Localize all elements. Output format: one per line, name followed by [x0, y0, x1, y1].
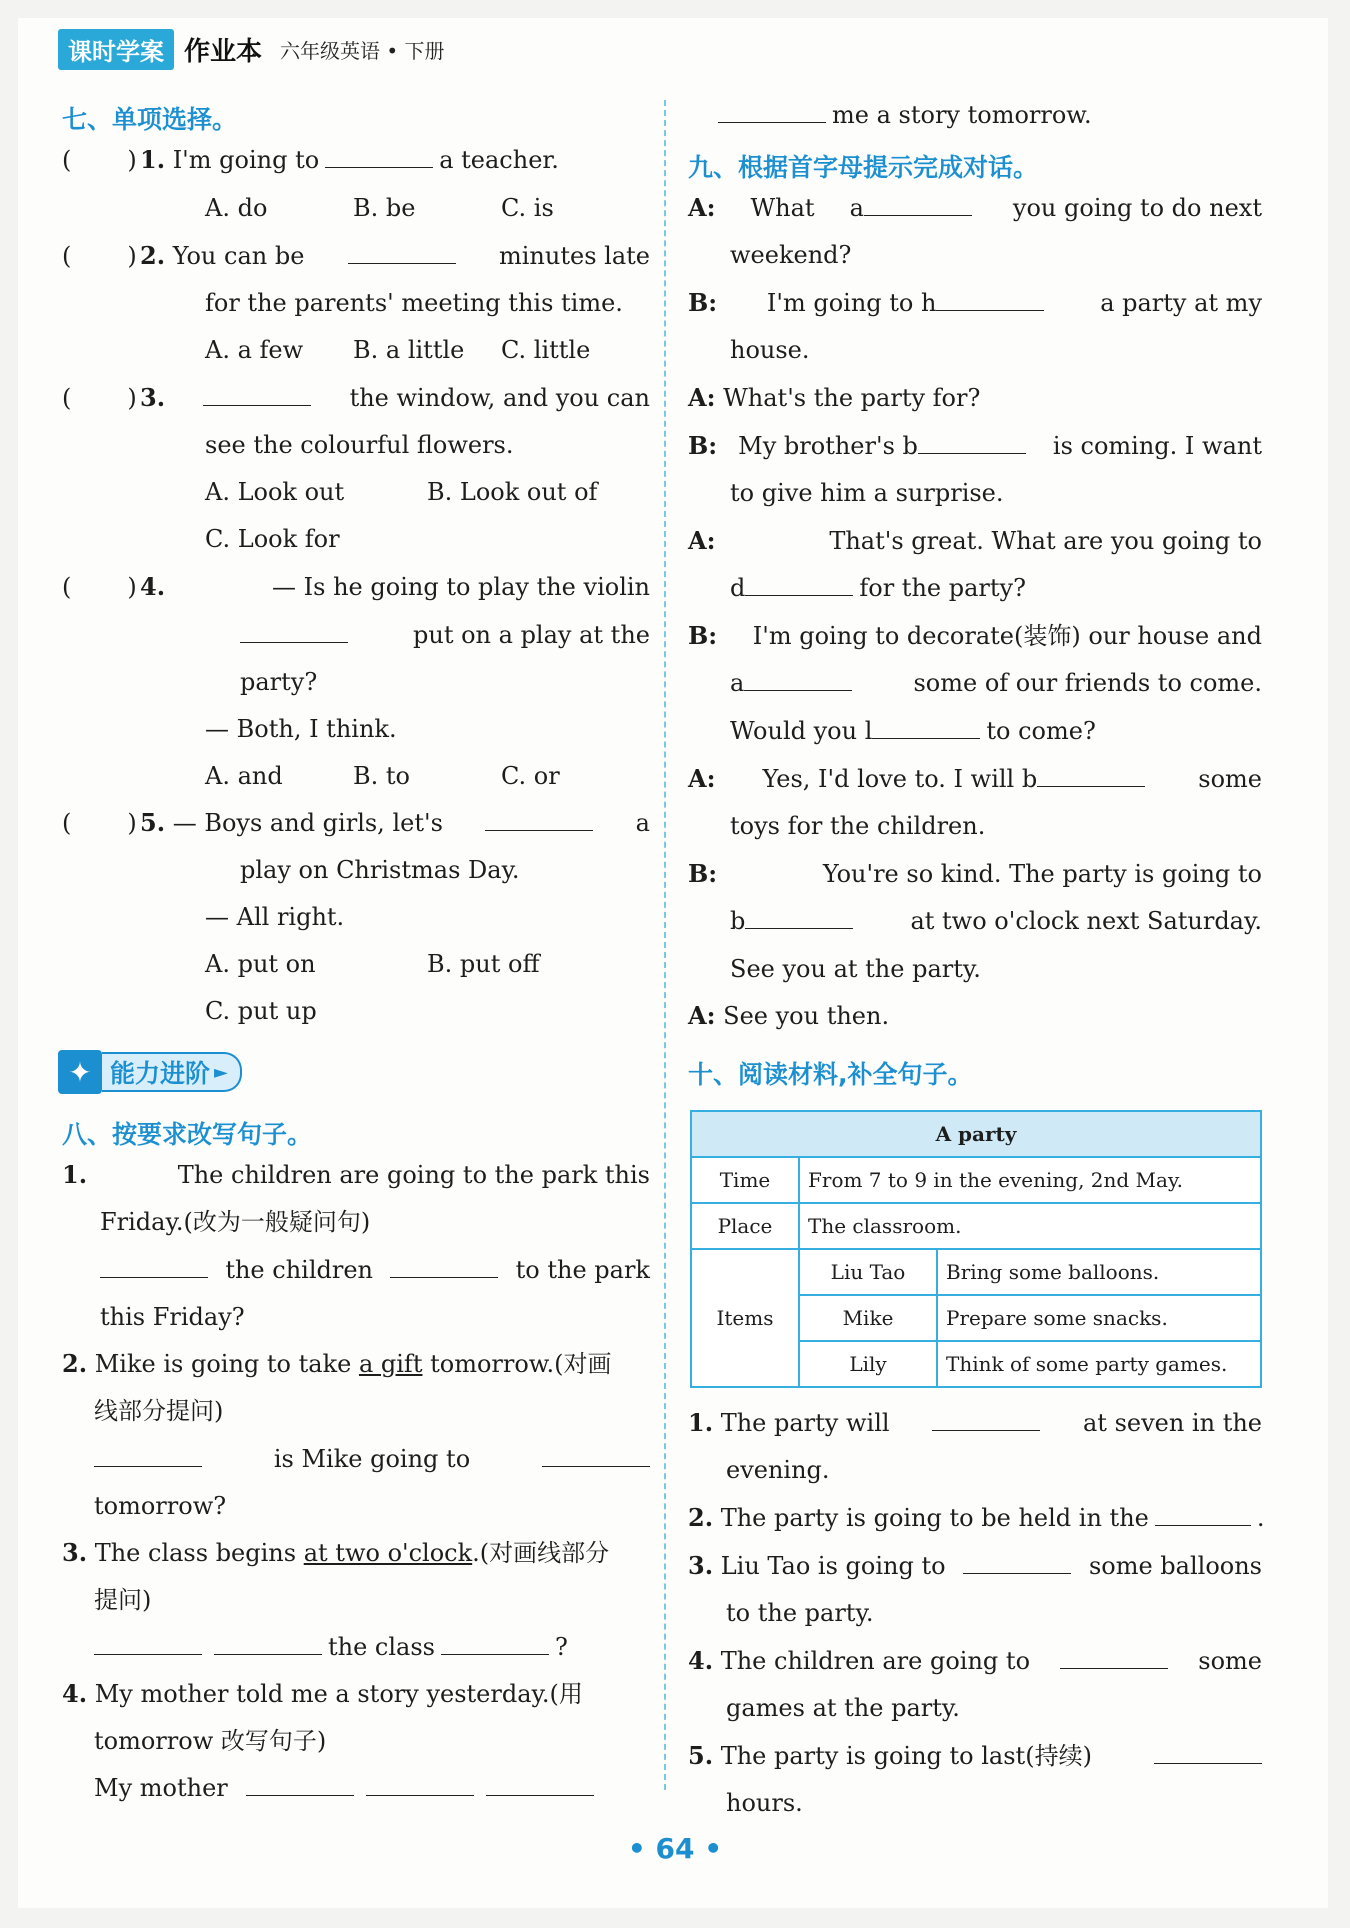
q7-3-line2: see the colourful flowers.: [205, 431, 514, 459]
q7-1: 1. I'm going to a teacher.: [140, 145, 559, 174]
q8-2-answer-line2: tomorrow?: [94, 1492, 227, 1520]
items-label: Items: [691, 1249, 799, 1387]
dialog-line-2: weekend?: [730, 241, 852, 269]
answer-blank[interactable]: [348, 241, 456, 264]
answer-blank[interactable]: [366, 1773, 474, 1796]
time-value: From 7 to 9 in the evening, 2nd May.: [799, 1157, 1261, 1203]
q8-4: 4. My mother told me a story yesterday.(用: [62, 1679, 583, 1708]
q8-1-answer: the children to the park: [100, 1255, 650, 1285]
dialog-line-9: d for the party?: [730, 574, 1026, 602]
dialog-line-14: toys for the children.: [730, 812, 986, 840]
book-subtitle: 六年级英语 • 下册: [280, 38, 445, 63]
q7-5-options-row2: C. put up: [205, 997, 317, 1025]
q8-3-line2: 提问): [94, 1586, 152, 1614]
answer-blank[interactable]: [872, 716, 980, 739]
dialog-line-7: to give him a surprise.: [730, 479, 1004, 507]
q7-4-line2: put on a play at the: [240, 620, 650, 650]
table-row: [691, 1249, 1261, 1295]
q10-1: 1. The party will at seven in the: [688, 1408, 1262, 1437]
q8-1-line2: Friday.(改为一般疑问句): [100, 1208, 371, 1236]
q10-4-line2: games at the party.: [726, 1694, 960, 1722]
q8-4-line2: tomorrow 改写句子): [94, 1727, 327, 1755]
q8-2-answer: is Mike going to: [94, 1444, 650, 1474]
section-9-title: 九、根据首字母提示完成对话。: [688, 153, 1039, 182]
answer-blank[interactable]: [240, 620, 348, 643]
q7-5-reply: — All right.: [205, 903, 345, 931]
q8-1: 1. The children are going to the park this: [62, 1160, 650, 1189]
column-divider: [664, 100, 666, 1790]
q7-4-reply: — Both, I think.: [205, 715, 397, 743]
q8-4-answer: My mother: [94, 1773, 600, 1803]
place-label: Place: [691, 1203, 799, 1249]
item-name: Mike: [799, 1295, 937, 1341]
answer-blank[interactable]: [936, 288, 1044, 311]
answer-blank[interactable]: [203, 383, 311, 406]
answer-blank[interactable]: [745, 573, 853, 596]
answer-blank[interactable]: [486, 1773, 594, 1796]
book-title: 作业本: [184, 36, 263, 67]
answer-blank[interactable]: [1060, 1646, 1168, 1669]
q7-5-line2: play on Christmas Day.: [240, 856, 520, 884]
answer-blank[interactable]: [94, 1444, 202, 1467]
answer-blank[interactable]: [441, 1632, 549, 1655]
q10-5: 5. The party is going to last(持续): [688, 1741, 1262, 1771]
table-header-row: [691, 1111, 1261, 1157]
q7-3-options-row2: C. Look for: [205, 525, 340, 553]
dialog-line-17: See you at the party.: [730, 955, 981, 983]
q7-4: 4. — Is he going to play the violin: [140, 572, 650, 601]
answer-blank[interactable]: [485, 808, 593, 831]
dialog-line-4: house.: [730, 336, 810, 364]
arrow-right-icon: ►: [214, 1061, 228, 1083]
q10-5-line2: hours.: [726, 1789, 803, 1817]
answer-blank[interactable]: [246, 1773, 354, 1796]
q10-3: 3. Liu Tao is going to some balloons: [688, 1551, 1262, 1580]
q7-3: 3. the window, and you can: [140, 383, 650, 412]
dialog-line-3: B: I'm going to h a party at my: [688, 288, 1262, 317]
q10-4: 4. The children are going to some: [688, 1646, 1262, 1675]
dialog-line-18: A: See you then.: [688, 1001, 890, 1030]
section-8-title: 八、按要求改写句子。: [62, 1120, 313, 1149]
dialog-line-16: b at two o'clock next Saturday.: [730, 907, 1262, 935]
answer-blank[interactable]: [718, 100, 826, 123]
answer-blank[interactable]: [744, 668, 852, 691]
q8-1-answer-line2: this Friday?: [100, 1303, 245, 1331]
table-row: [691, 1203, 1261, 1249]
badge-label: 能力进阶: [110, 1059, 211, 1088]
item-task: Think of some party games.: [937, 1341, 1261, 1387]
answer-blank[interactable]: [1154, 1741, 1262, 1764]
section-7-title: 七、单项选择。: [62, 105, 238, 134]
header: [58, 26, 445, 72]
item-name: Lily: [799, 1341, 937, 1387]
dialog-line-13: A: Yes, I'd love to. I will b some: [688, 764, 1262, 793]
q7-2: 2. You can be minutes late: [140, 241, 650, 270]
q8-2-line2: 线部分提问): [94, 1397, 224, 1425]
q10-2: 2. The party is going to be held in the .: [688, 1503, 1265, 1532]
dialog-line-5: A: What's the party for?: [688, 383, 981, 412]
q10-3-line2: to the party.: [726, 1599, 874, 1627]
ability-badge: [58, 1050, 242, 1094]
q10-1-line2: evening.: [726, 1456, 830, 1484]
q8-4-answer-line2: me a story tomorrow.: [718, 100, 1092, 130]
table-title: A party: [691, 1111, 1261, 1157]
answer-blank[interactable]: [100, 1255, 208, 1278]
answer-blank[interactable]: [918, 431, 1026, 454]
answer-blank[interactable]: [1037, 764, 1145, 787]
answer-blank[interactable]: [390, 1255, 498, 1278]
answer-blank[interactable]: [325, 145, 433, 168]
time-label: Time: [691, 1157, 799, 1203]
answer-blank[interactable]: [864, 193, 972, 216]
party-table: [690, 1110, 1262, 1388]
answer-blank[interactable]: [1155, 1503, 1251, 1526]
q8-3: 3. The class begins at two o'clock.(对画线部分: [62, 1538, 610, 1567]
q7-4-line3: party?: [240, 668, 318, 696]
answer-blank[interactable]: [542, 1444, 650, 1467]
place-value: The classroom.: [799, 1203, 1261, 1249]
q7-5: 5. — Boys and girls, let's a: [140, 808, 650, 837]
dialog-line-1: A: What a you going to do next: [688, 193, 1262, 222]
item-task: Prepare some snacks.: [937, 1295, 1261, 1341]
brand-label: 课时学案: [58, 29, 174, 70]
q7-2-line2: for the parents' meeting this time.: [205, 289, 623, 317]
answer-blank[interactable]: [745, 906, 853, 929]
dialog-line-12: Would you l to come?: [730, 717, 1096, 745]
answer-blank[interactable]: [214, 1632, 322, 1655]
dialog-line-6: B: My brother's b is coming. I want: [688, 431, 1262, 460]
item-name: Liu Tao: [799, 1249, 937, 1295]
item-task: Bring some balloons.: [937, 1249, 1261, 1295]
dialog-line-8: A: That's great. What are you going to: [688, 526, 1262, 555]
answer-blank[interactable]: [963, 1551, 1071, 1574]
q8-2: 2. Mike is going to take a gift tomorrow.(对画: [62, 1349, 612, 1378]
page-number: • 64 •: [627, 1832, 723, 1865]
table-row: [691, 1157, 1261, 1203]
section-10-title: 十、阅读材料,补全句子。: [688, 1060, 973, 1089]
runner-icon: ✦: [58, 1050, 102, 1094]
dialog-line-11: a some of our friends to come.: [730, 669, 1262, 697]
q8-3-answer: the class ?: [94, 1632, 568, 1662]
q7-1-paren: ( ): [62, 146, 137, 174]
answer-blank[interactable]: [94, 1632, 202, 1655]
answer-blank[interactable]: [932, 1408, 1040, 1431]
dialog-line-10: B: I'm going to decorate(装饰) our house and: [688, 621, 1262, 650]
dialog-line-15: B: You're so kind. The party is going to: [688, 859, 1262, 888]
